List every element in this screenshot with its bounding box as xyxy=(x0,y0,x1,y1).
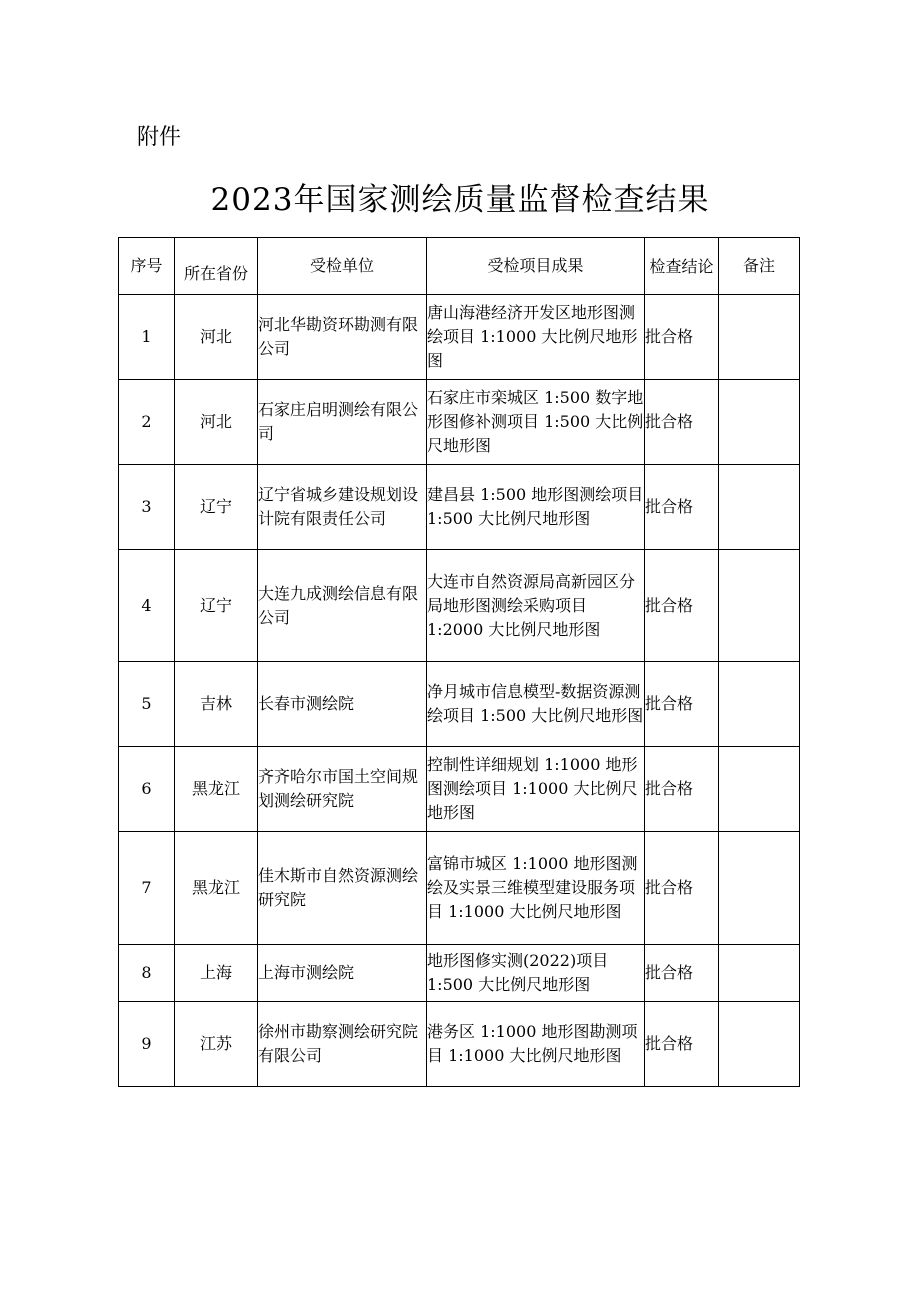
row-index: 7 xyxy=(119,832,175,945)
row-unit: 河北华勘资环勘测有限公司 xyxy=(258,295,427,380)
row-unit: 徐州市勘察测绘研究院有限公司 xyxy=(258,1002,427,1087)
row-result: 批合格 xyxy=(645,295,719,380)
row-project: 石家庄市栾城区 1:500 数字地形图修补测项目 1:500 大比例尺地形图 xyxy=(427,380,645,465)
row-province: 江苏 xyxy=(175,1002,258,1087)
table-row xyxy=(119,662,800,747)
row-project: 唐山海港经济开发区地形图测绘项目 1:1000 大比例尺地形图 xyxy=(427,295,645,380)
row-note xyxy=(719,662,800,747)
row-result: 批合格 xyxy=(645,380,719,465)
header-province: 所在省份 xyxy=(175,238,258,295)
row-project: 富锦市城区 1:1000 地形图测绘及实景三维模型建设服务项目 1:1000 大比例尺地形图 xyxy=(427,832,645,945)
row-unit: 上海市测绘院 xyxy=(258,945,427,1002)
row-index: 4 xyxy=(119,550,175,662)
row-province: 黑龙江 xyxy=(175,747,258,832)
row-result: 批合格 xyxy=(645,1002,719,1087)
row-province: 河北 xyxy=(175,295,258,380)
table-header-row xyxy=(119,238,800,295)
attachment-label: 附件 xyxy=(137,125,182,150)
header-note: 备注 xyxy=(719,238,800,295)
table-row xyxy=(119,465,800,550)
row-index: 9 xyxy=(119,1002,175,1087)
row-province: 吉林 xyxy=(175,662,258,747)
row-province: 上海 xyxy=(175,945,258,1002)
row-project: 地形图修实测(2022)项目 1:500 大比例尺地形图 xyxy=(427,945,645,1002)
row-unit: 佳木斯市自然资源测绘研究院 xyxy=(258,832,427,945)
row-index: 1 xyxy=(119,295,175,380)
row-unit: 齐齐哈尔市国土空间规划测绘研究院 xyxy=(258,747,427,832)
row-result: 批合格 xyxy=(645,662,719,747)
header-result: 检查结论 xyxy=(645,238,719,295)
table-row xyxy=(119,380,800,465)
row-province: 辽宁 xyxy=(175,465,258,550)
row-note xyxy=(719,945,800,1002)
row-note xyxy=(719,295,800,380)
page-title: 2023年国家测绘质量监督检查结果 xyxy=(210,182,710,218)
header-project: 受检项目成果 xyxy=(427,238,645,295)
row-index: 2 xyxy=(119,380,175,465)
row-result: 批合格 xyxy=(645,747,719,832)
row-project: 控制性详细规划 1:1000 地形图测绘项目 1:1000 大比例尺地形图 xyxy=(427,747,645,832)
header-unit: 受检单位 xyxy=(258,238,427,295)
row-project: 港务区 1:1000 地形图勘测项目 1:1000 大比例尺地形图 xyxy=(427,1002,645,1087)
row-note xyxy=(719,465,800,550)
table-row xyxy=(119,945,800,1002)
row-unit: 大连九成测绘信息有限公司 xyxy=(258,550,427,662)
row-index: 5 xyxy=(119,662,175,747)
row-result: 批合格 xyxy=(645,550,719,662)
table-row xyxy=(119,550,800,662)
results-table xyxy=(118,237,800,1087)
row-note xyxy=(719,832,800,945)
table-row xyxy=(119,1002,800,1087)
header-index: 序号 xyxy=(119,238,175,295)
row-unit: 辽宁省城乡建设规划设计院有限责任公司 xyxy=(258,465,427,550)
row-result: 批合格 xyxy=(645,465,719,550)
row-unit: 石家庄启明测绘有限公司 xyxy=(258,380,427,465)
row-project: 建昌县 1:500 地形图测绘项目 1:500 大比例尺地形图 xyxy=(427,465,645,550)
row-note xyxy=(719,380,800,465)
row-province: 辽宁 xyxy=(175,550,258,662)
row-project: 大连市自然资源局高新园区分局地形图测绘采购项目 1:2000 大比例尺地形图 xyxy=(427,550,645,662)
row-project: 净月城市信息模型-数据资源测绘项目 1:500 大比例尺地形图 xyxy=(427,662,645,747)
table-row xyxy=(119,747,800,832)
row-index: 6 xyxy=(119,747,175,832)
row-province: 黑龙江 xyxy=(175,832,258,945)
row-note xyxy=(719,1002,800,1087)
row-province: 河北 xyxy=(175,380,258,465)
table-row xyxy=(119,295,800,380)
row-note xyxy=(719,550,800,662)
row-index: 8 xyxy=(119,945,175,1002)
table-row xyxy=(119,832,800,945)
row-index: 3 xyxy=(119,465,175,550)
row-result: 批合格 xyxy=(645,832,719,945)
row-unit: 长春市测绘院 xyxy=(258,662,427,747)
row-result: 批合格 xyxy=(645,945,719,1002)
row-note xyxy=(719,747,800,832)
